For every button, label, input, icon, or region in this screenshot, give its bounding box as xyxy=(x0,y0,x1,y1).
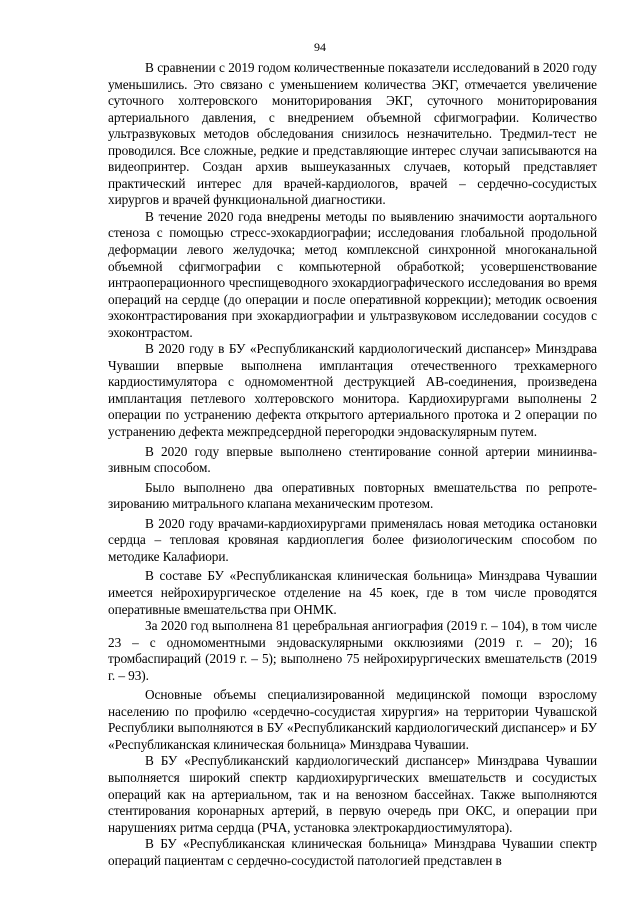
text-body xyxy=(108,60,597,869)
paragraph: В БУ «Республиканская клиническая больница» Минздрава Чувашии спектр операций пациентам с сердечно-сосудистой патологией представлен в xyxy=(108,836,597,868)
paragraph: Было выполнено два оперативных повторных вмешательства по репротезированию митрального клапана механическим протезом. xyxy=(108,479,597,512)
paragraph: В составе БУ «Республиканская клиническая больница» Минздрава Чувашии имеется нейрохирургическое отделение на 45 коек, где в том числе проводятся оперативные вмешательства при ОНМК. xyxy=(108,568,597,617)
paragraph: В БУ «Республиканский кардиологический диспансер» Минздрава Чувашии выполняется широкий спектр кардиохирургических вмешательств и сосудистых операций как на артериальном, так и на венозном бассейнах. Также выполняются стентирования коронарных артерий, в первую очередь при ОКС, и операции при нарушениях ритма сердца (РЧА, установка электрокардиостимулятора). xyxy=(108,753,597,835)
paragraph: В сравнении с 2019 годом количественные показатели исследований в 2020 году уменьшились. Это связано с уменьшением количества ЭКГ, отмечается увеличение суточного холтеровского мониторирования ЭКГ, суточного мониторирования артериального давления, с внедрением объемной сфигмографии. Количество ультразвуковых методов обследования снизилось незначительно. Тредмил-тест не проводился. Все сложные, редкие и представляющие интерес случаи записываются на видеопринтер. Создан архив вышеуказанных случаев, который представляет практический интерес для врачей-кардиологов, врачей – сердечно-сосудистых хирургов и врачей функциональной диагностики. xyxy=(108,60,597,208)
paragraph: В 2020 году впервые выполнено стентирование сонной артерии миниинвазивным способом. xyxy=(108,443,597,476)
paragraph: За 2020 год выполнена 81 церебральная ангиография (2019 г. – 104), в том числе 23 – с одномоментными эндоваскулярными окклюзиями (2019 г. – 20); 16 тромбаспираций (2019 г. – 5); выполнено 75 нейрохирургических вмешательств (2019 г. – 93). xyxy=(108,618,597,683)
paragraph: В течение 2020 года внедрены методы по выявлению значимости аортального стеноза с помощью стресс-эхокардиографии; исследования глобальной продольной деформации левого желудочка; метод комплексной синхронной многоканальной объемной сфигмографии с компьютерной обработкой; усовершенствование интраоперационного чреспищеводного эхокардиографического исследования во время операций на сердце (до операции и после оперативной коррекции); методик освоения эхоконтрастирования при эхокардиографии и ультразвуковом исследовании сосудов с эхоконтрастом. xyxy=(108,208,597,340)
page-number: 94 xyxy=(314,40,326,54)
paragraph: В 2020 году врачами-кардиохирургами применялась новая методика остановки сердца – тепловая кровяная кардиоплегия более физиологическим способом по методике Калафиори. xyxy=(108,515,597,564)
paragraph: Основные объемы специализированной медицинской помощи взрослому населению по профилю «сердечно-сосудистая хирургия» на территории Чувашской Республики выполняются в БУ «Республиканский кардиологический диспансер» и БУ «Республиканская клиническая больница» Минздрава Чувашии. xyxy=(108,687,597,752)
paragraph: В 2020 году в БУ «Республиканский кардиологический диспансер» Минздрава Чувашии впервые выполнена имплантация отечественного трехкамерного кардиостимулятора с одномоментной деструкцией АВ-соединения, произведена имплантация петлевого холтеровского монитора. Кардиохирургами выполнены 2 операции по устранению дефекта открытого артериального протока и 2 операции по устранению дефекта межпредсердной перегородки эндоваскулярным путем. xyxy=(108,341,597,440)
